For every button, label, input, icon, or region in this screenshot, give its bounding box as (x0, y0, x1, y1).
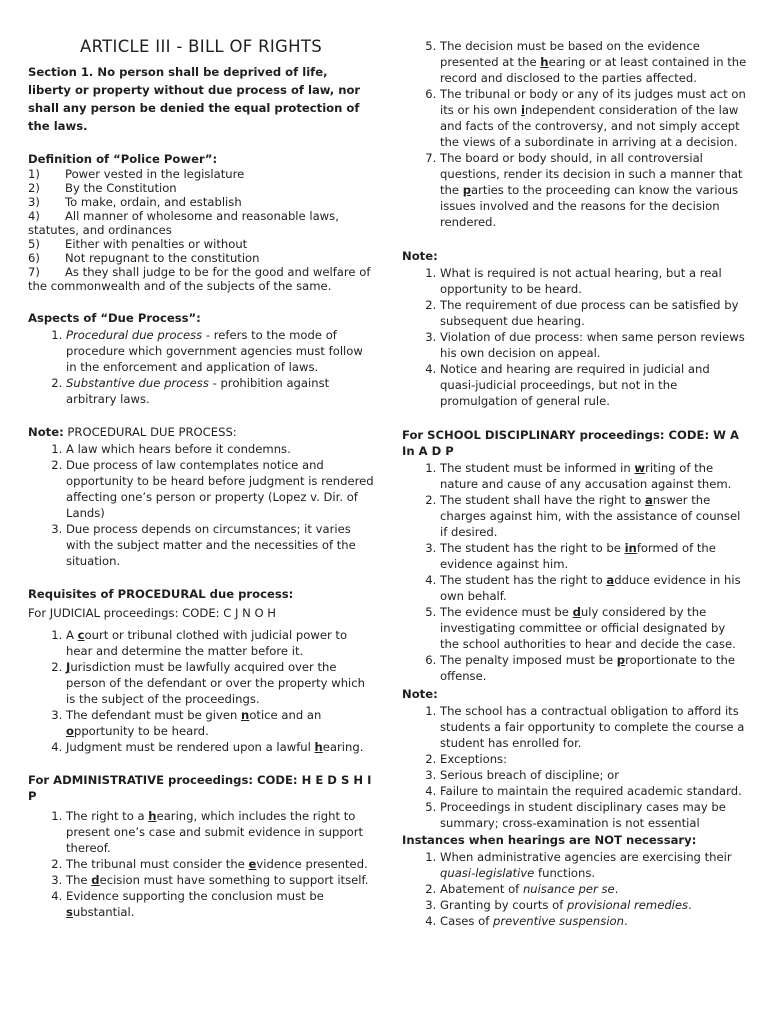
list-item: 1. A court or tribunal clothed with judicial power to hear and determine the matter before it. (66, 627, 374, 659)
list-item: 2. The tribunal must consider the evidence presented. (66, 856, 374, 872)
list-item: 7. The board or body should, in all controversial questions, render its decision in such a manner that the parties to the proceeding can know the various issues involved and the reasons for the decision rendered. (440, 150, 747, 230)
list-item: 2. Exceptions: (440, 751, 747, 767)
list-item: 1. What is required is not actual hearing, but a real opportunity to be heard. (440, 265, 747, 297)
list-item: 3. The decision must have something to support itself. (66, 872, 374, 888)
list-item: 3. The defendant must be given notice and an opportunity to be heard. (66, 707, 374, 739)
instances-heading: Instances when hearings are NOT necessary: (402, 833, 697, 847)
administrative-heading: For ADMINISTRATIVE proceedings: CODE: H E D S H I P (28, 773, 372, 803)
aspects-list (28, 327, 374, 407)
list-item: 4) All manner of wholesome and reasonable laws, statutes, and ordinances (28, 209, 339, 237)
list-item: 3. The student has the right to be informed of the evidence against him. (440, 540, 747, 572)
requisites-heading: Requisites of PROCEDURAL due process: (28, 587, 294, 601)
list-item: 3. Violation of due process: when same person reviews his own decision on appeal. (440, 329, 747, 361)
list-item: 4. Notice and hearing are required in judicial and quasi-judicial proceedings, but not in the promulgation of general rule. (440, 361, 747, 409)
list-item: 1. A law which hears before it condemns. (66, 441, 374, 457)
note-school-label: Note: (402, 687, 438, 701)
list-item: 1) Power vested in the legislature (28, 167, 245, 181)
list-item: 2. The student shall have the right to answer the charges against him, with the assistance of counsel if desired. (440, 492, 747, 540)
note-hearing-list (402, 265, 747, 409)
police-power-heading: Definition of “Police Power”: (28, 152, 218, 166)
school-list (402, 460, 747, 684)
note-hearing-label: Note: (402, 249, 438, 263)
list-item: 2. Jurisdiction must be lawfully acquired over the person of the defendant or over the property which is the subject of the proceedings. (66, 659, 374, 707)
list-item: 4. Failure to maintain the required academic standard. (440, 783, 747, 799)
list-item: 5. The evidence must be duly considered by the investigating committee or official designated by the school authorities to hear and decide the case. (440, 604, 747, 652)
note-school-list (402, 703, 747, 831)
aspects-heading: Aspects of “Due Process”: (28, 311, 201, 325)
list-item: 3. Serious breach of discipline; or (440, 767, 747, 783)
section-1: Section 1. No person shall be deprived of life, liberty or property without due process of law, nor shall any person be denied the equal protection of the laws. (28, 65, 361, 133)
list-item: 4. Evidence supporting the conclusion must be substantial. (66, 888, 374, 920)
list-item: 3) To make, ordain, and establish (28, 195, 242, 209)
judicial-list (28, 627, 374, 755)
list-item: 1. The student must be informed in writing of the nature and cause of any accusation against them. (440, 460, 747, 492)
judicial-code: For JUDICIAL proceedings: CODE: C J N O H (28, 606, 277, 620)
list-item: 6. The tribunal or body or any of its judges must act on its or his own independent consideration of the law and facts of the controversy, and not simply accept the views of a subordinate in arriving at a decision. (440, 86, 747, 150)
list-item: 2) By the Constitution (28, 181, 177, 195)
list-item: 4. The student has the right to adduce evidence in his own behalf. (440, 572, 747, 604)
list-item: 1. The school has a contractual obligation to afford its students a fair opportunity to complete the course a student has enrolled for. (440, 703, 747, 751)
list-item: 1. The right to a hearing, which includes the right to present one’s case and submit evidence in support thereof. (66, 808, 374, 856)
list-item: 3. Granting by courts of provisional remedies. (440, 897, 747, 913)
administrative-list-b (402, 38, 747, 230)
instances-list (402, 849, 747, 929)
list-item: 2. Abatement of nuisance per se. (440, 881, 747, 897)
right-column (402, 0, 747, 929)
list-item: 6) Not repugnant to the constitution (28, 251, 260, 265)
list-item: 5) Either with penalties or without (28, 237, 248, 251)
list-item: 5. The decision must be based on the evidence presented at the hearing or at least contained in the record and disclosed to the parties affected. (440, 38, 747, 86)
note-procedural-heading: Note: PROCEDURAL DUE PROCESS: (28, 425, 237, 439)
list-item: 2. Substantive due process - prohibition against arbitrary laws. (66, 375, 374, 407)
left-column (28, 0, 374, 920)
list-item: 4. Judgment must be rendered upon a lawful hearing. (66, 739, 374, 755)
list-item: 5. Proceedings in student disciplinary cases may be summary; cross-examination is not essential (440, 799, 747, 831)
list-item: 2. Due process of law contemplates notice and opportunity to be heard before judgment is rendered affecting one’s person or property (Lopez v. Dir. of Lands) (66, 457, 374, 521)
list-item: 3. Due process depends on circumstances; it varies with the subject matter and the necessities of the situation. (66, 521, 374, 569)
page-title: ARTICLE III - BILL OF RIGHTS (80, 37, 322, 56)
list-item: 4. Cases of preventive suspension. (440, 913, 747, 929)
administrative-list-a (28, 808, 374, 920)
police-power-list (28, 167, 374, 293)
list-item: 1. Procedural due process - refers to the mode of procedure which government agencies must follow in the enforcement and application of laws. (66, 327, 374, 375)
list-item: 1. When administrative agencies are exercising their quasi-legislative functions. (440, 849, 747, 881)
note-procedural-list (28, 441, 374, 569)
list-item: 7) As they shall judge to be for the good and welfare of the commonwealth and of the subjects of the same. (28, 265, 371, 293)
list-item: 6. The penalty imposed must be proportionate to the offense. (440, 652, 747, 684)
school-heading: For SCHOOL DISCIPLINARY proceedings: CODE: W A In A D P (402, 428, 739, 458)
list-item: 2. The requirement of due process can be satisfied by subsequent due hearing. (440, 297, 747, 329)
